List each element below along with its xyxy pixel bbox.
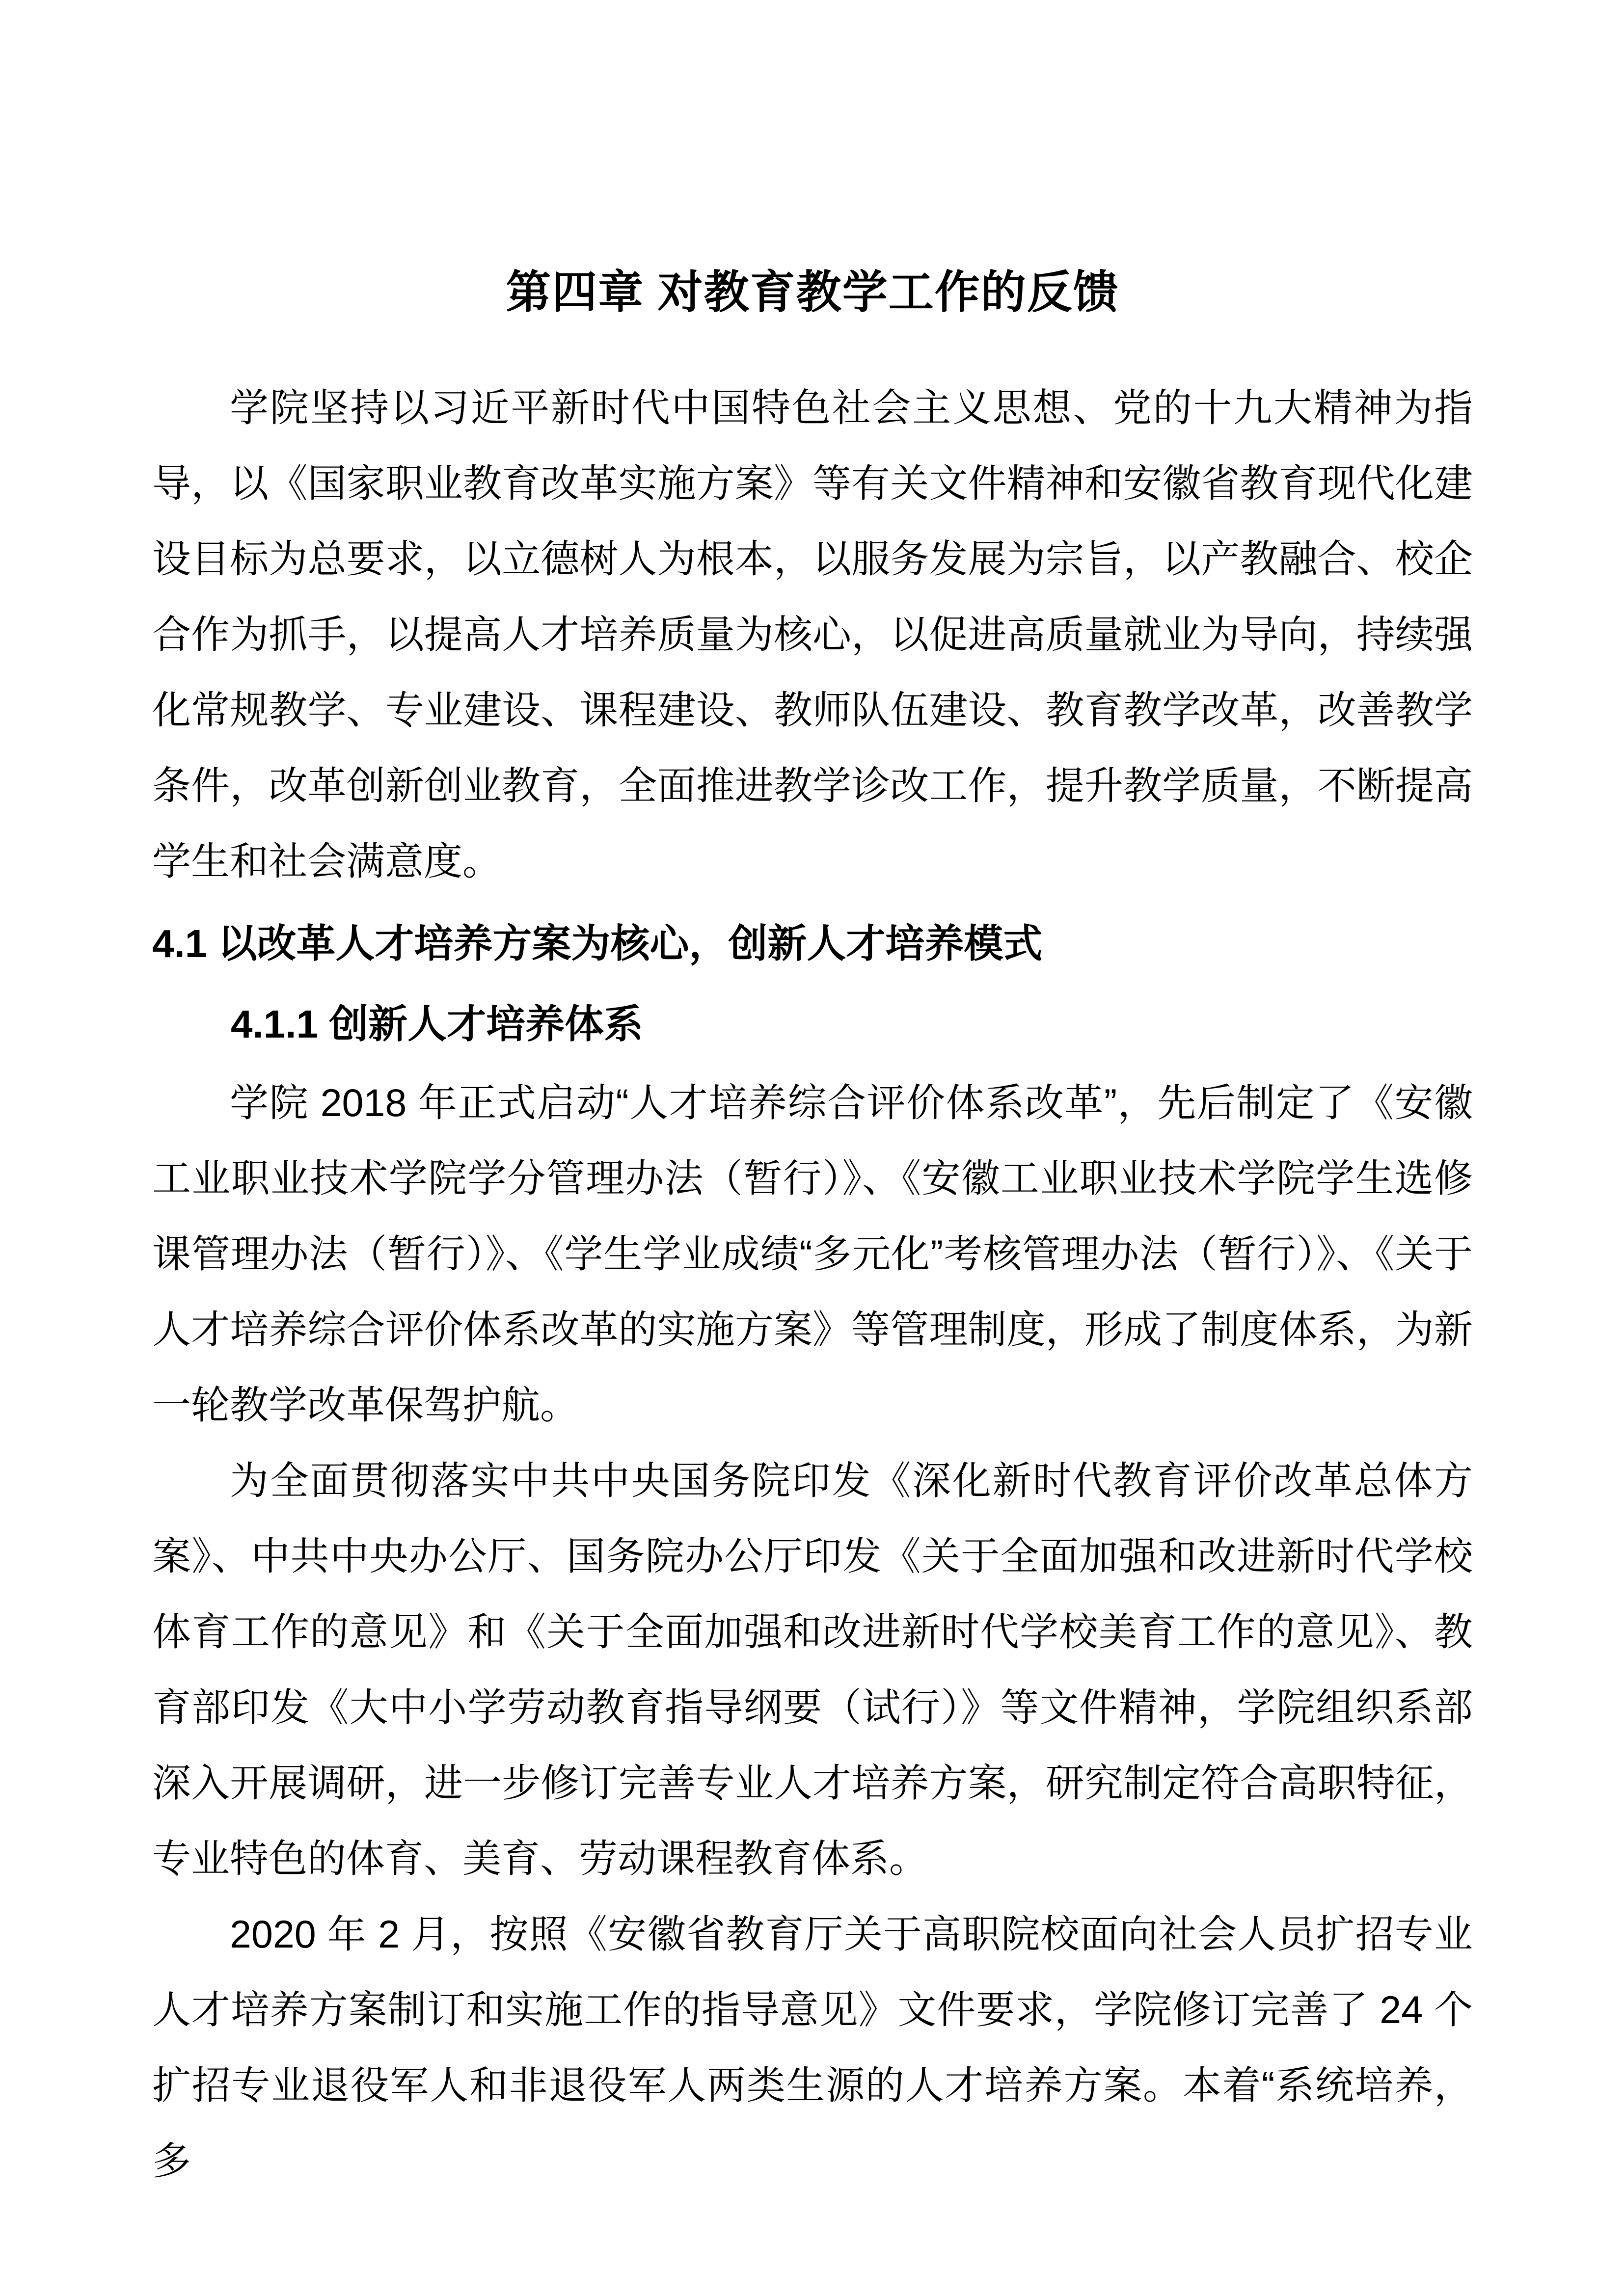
paragraph-reform-system: 学院 2018 年正式启动“人才培养综合评价体系改革”，先后制定了《安徽工业职业技术学院学分管理办法（暂行）》、《安徽工业职业技术学院学生选修课管理办法（暂行）》、《学生学业成绩“多元化”考核管理办法（暂行）》、《关于人才培养综合评价体系改革的实施方案》等管理制度，形成了制度体系，为新一轮教学改革保驾护航。 <box>152 1081 1473 1427</box>
paragraph-expansion-2020: 2020 年 2 月，按照《安徽省教育厅关于高职院校面向社会人员扩招专业人才培养方案制订和实施工作的指导意见》文件要求，学院修订完善了 24 个扩招专业退役军人和非退役军人两类生源的人才培养方案。本着“系统培养，多 <box>152 1912 1473 2183</box>
paragraph-guiding-principles: 学院坚持以习近平新时代中国特色社会主义思想、党的十九大精神为指导，以《国家职业教育改革实施方案》等有关文件精神和安徽省教育现代化建设目标为总要求，以立德树人为根本，以服务发展为宗旨，以产教融合、校企合作为抓手，以提高人才培养质量为核心，以促进高质量就业为导向，持续强化常规教学、专业建设、课程建设、教师队伍建设、教育教学改革，改善教学条件，改革创新创业教育，全面推进教学诊改工作，提升教学质量，不断提高学生和社会满意度。 <box>152 386 1473 883</box>
section-4-1-heading: 4.1 以改革人才培养方案为核心，创新人才培养模式 <box>152 922 1043 965</box>
chapter-title: 第四章 对教育教学工作的反馈 <box>506 267 1119 318</box>
paragraph-policy-implementation: 为全面贯彻落实中共中央国务院印发《深化新时代教育评价改革总体方案》、中共中央办公厅、国务院办公厅印发《关于全面加强和改进新时代学校体育工作的意见》和《关于全面加强和改进新时代学校美育工作的意见》、教育部印发《大中小学劳动教育指导纲要（试行）》等文件精神，学院组织系部深入开展调研，进一步修订完善专业人才培养方案，研究制定符合高职特征，专业特色的体育、美育、劳动课程教育体系。 <box>152 1459 1473 1880</box>
section-4-1-1-heading: 4.1.1 创新人才培养体系 <box>231 1002 644 1046</box>
